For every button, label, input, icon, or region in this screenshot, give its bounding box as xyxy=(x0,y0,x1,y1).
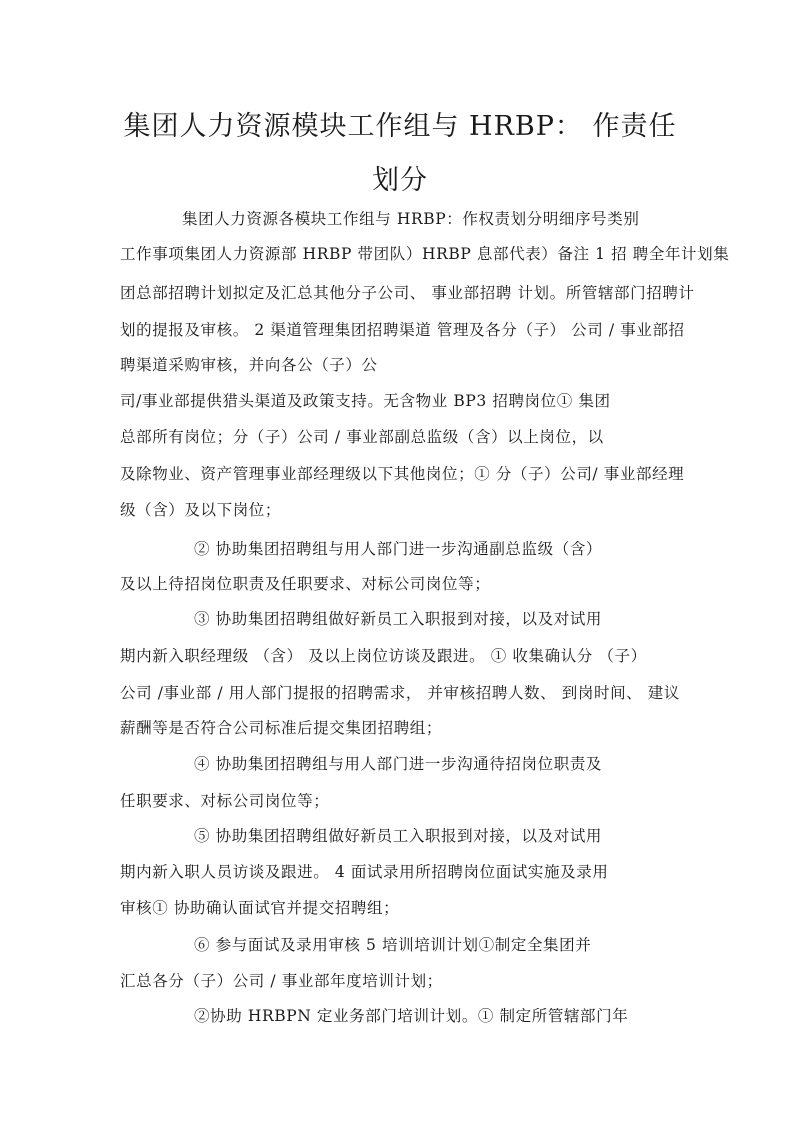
body-line: ⑥ 参与面试及录用审核 5 培训培训计划①制定全集团并 xyxy=(194,936,592,954)
body-line: 及除物业、资产管理事业部经理级以下其他岗位；① 分（子）公司/ 事业部经理 xyxy=(120,465,685,483)
body-line: ③ 协助集团招聘组做好新员工入职报到对接，以及对试用 xyxy=(194,610,603,628)
body-line: 及以上待招岗位职责及任职要求、对标公司岗位等； xyxy=(120,575,491,593)
body-line: ⑤ 协助集团招聘组做好新员工入职报到对接，以及对试用 xyxy=(194,827,603,845)
document-title-line-1: 集团人力资源模块工作组与 HRBP： 作责任 xyxy=(123,111,677,142)
body-line: 总部所有岗位；分（子）公司 / 事业部副总监级（含）以上岗位，以 xyxy=(120,428,604,446)
body-line: ②协助 HRBPN 定业务部门培训计划。① 制定所管辖部门年 xyxy=(194,1007,629,1025)
body-line: 期内新入职经理级 （含） 及以上岗位访谈及跟进。 ① 收集确认分 （子） xyxy=(120,647,647,665)
body-line: ② 协助集团招聘组与用人部门进一步沟通副总监级（含） xyxy=(194,540,603,558)
body-line: 公司 /事业部 / 用人部门提报的招聘需求， 并审核招聘人数、 到岗时间、 建议 xyxy=(120,684,681,702)
body-line: 集团人力资源各模块工作组与 HRBP：作权责划分明细序号类别 xyxy=(182,210,640,228)
body-line: 划的提报及审核。 2 渠道管理集团招聘渠道 管理及各分（子） 公司 / 事业部招 xyxy=(120,321,685,339)
document-title-line-2: 划分 xyxy=(372,165,428,196)
body-line: 司/事业部提供猎头渠道及政策支持。无含物业 BP3 招聘岗位① 集团 xyxy=(120,392,611,410)
body-line: 期内新入职人员访谈及跟进。 4 面试录用所招聘岗位面试实施及录用 xyxy=(120,863,609,881)
body-line: ④ 协助集团招聘组与用人部门进一步沟通待招岗位职责及 xyxy=(194,755,603,773)
body-line: 工作事项集团人力资源部 HRBP 带团队）HRBP 息部代表）备注 1 招 聘全年计划集 xyxy=(120,245,730,263)
body-line: 聘渠道采购审核，并向各公（子）公 xyxy=(120,356,378,374)
body-line: 级（含）及以下岗位； xyxy=(120,501,282,519)
body-line: 任职要求、对标公司岗位等； xyxy=(120,792,330,810)
body-line: 薪酬等是否符合公司标准后提交集团招聘组； xyxy=(120,719,443,737)
body-line: 团总部招聘计划拟定及汇总其他分子公司、 事业部招聘 计划。所管辖部门招聘计 xyxy=(120,284,695,302)
body-line: 审核① 协助确认面试官并提交招聘组； xyxy=(120,899,400,917)
body-line: 汇总各分（子）公司 / 事业部年度培训计划； xyxy=(120,972,443,990)
